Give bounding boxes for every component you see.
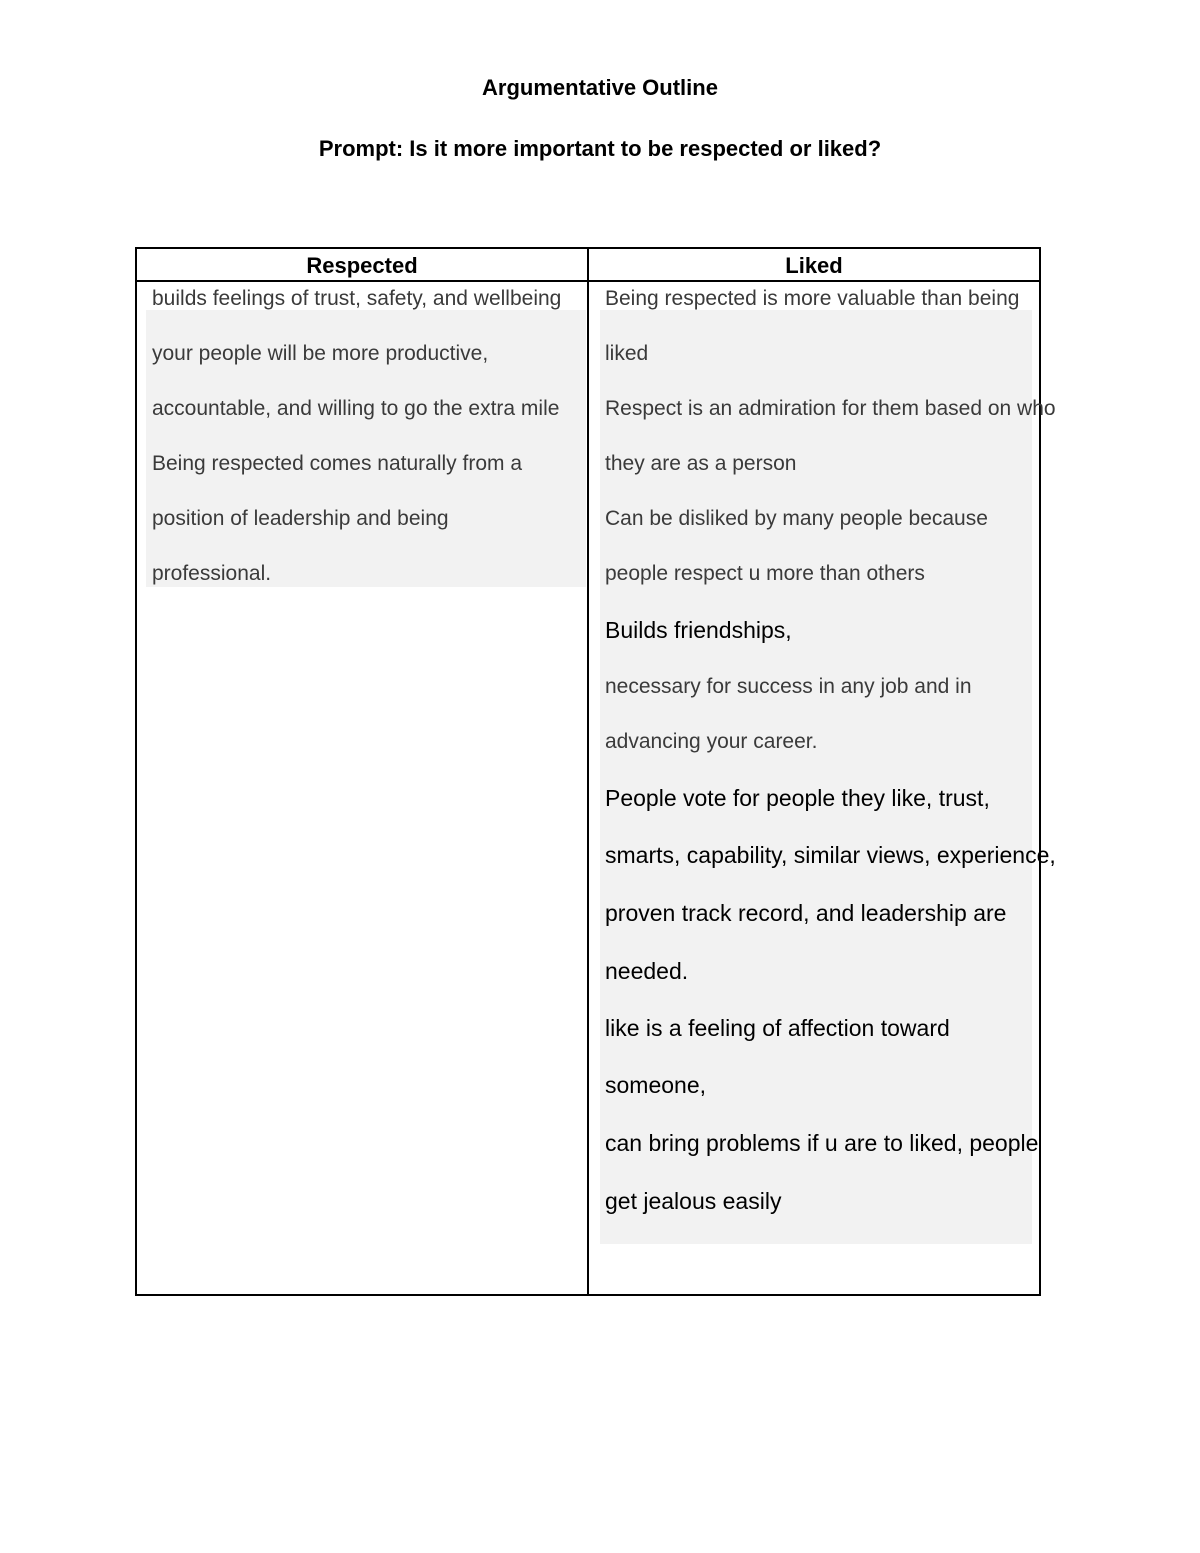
liked-line: proven track record, and leadership are	[605, 900, 1007, 926]
liked-line: can bring problems if u are to liked, people	[605, 1130, 1039, 1156]
liked-line: Builds friendships,	[605, 617, 792, 643]
liked-line: smarts, capability, similar views, experience,	[605, 842, 1056, 868]
document-prompt: Prompt: Is it more important to be respected or liked?	[318, 136, 882, 161]
liked-line: needed.	[605, 958, 689, 984]
respected-line: accountable, and willing to go the extra mile	[152, 397, 560, 420]
respected-line: position of leadership and being	[152, 507, 449, 530]
liked-line: someone,	[605, 1072, 707, 1098]
liked-line: people respect u more than others	[605, 562, 925, 585]
liked-line: liked	[605, 342, 649, 365]
liked-line: advancing your career.	[605, 730, 818, 753]
liked-line: get jealous easily	[605, 1188, 782, 1214]
liked-line: People vote for people they like, trust,	[605, 785, 990, 811]
liked-line: they are as a person	[605, 452, 797, 475]
document-title: Argumentative Outline	[482, 75, 718, 100]
liked-line: Respect is an admiration for them based on who	[605, 397, 1056, 420]
liked-line: like is a feeling of affection toward	[605, 1015, 950, 1041]
liked-line: necessary for success in any job and in	[605, 675, 972, 698]
respected-line: Being respected comes naturally from a	[152, 452, 523, 475]
table-column-divider	[587, 247, 589, 1296]
column-header-respected: Respected	[306, 253, 418, 278]
respected-line: your people will be more productive,	[152, 342, 489, 365]
liked-line: Being respected is more valuable than being	[605, 287, 1020, 310]
column-header-liked: Liked	[785, 253, 843, 278]
respected-line: builds feelings of trust, safety, and wellbeing	[152, 287, 562, 310]
respected-line: professional.	[152, 562, 272, 585]
liked-line: Can be disliked by many people because	[605, 507, 988, 530]
